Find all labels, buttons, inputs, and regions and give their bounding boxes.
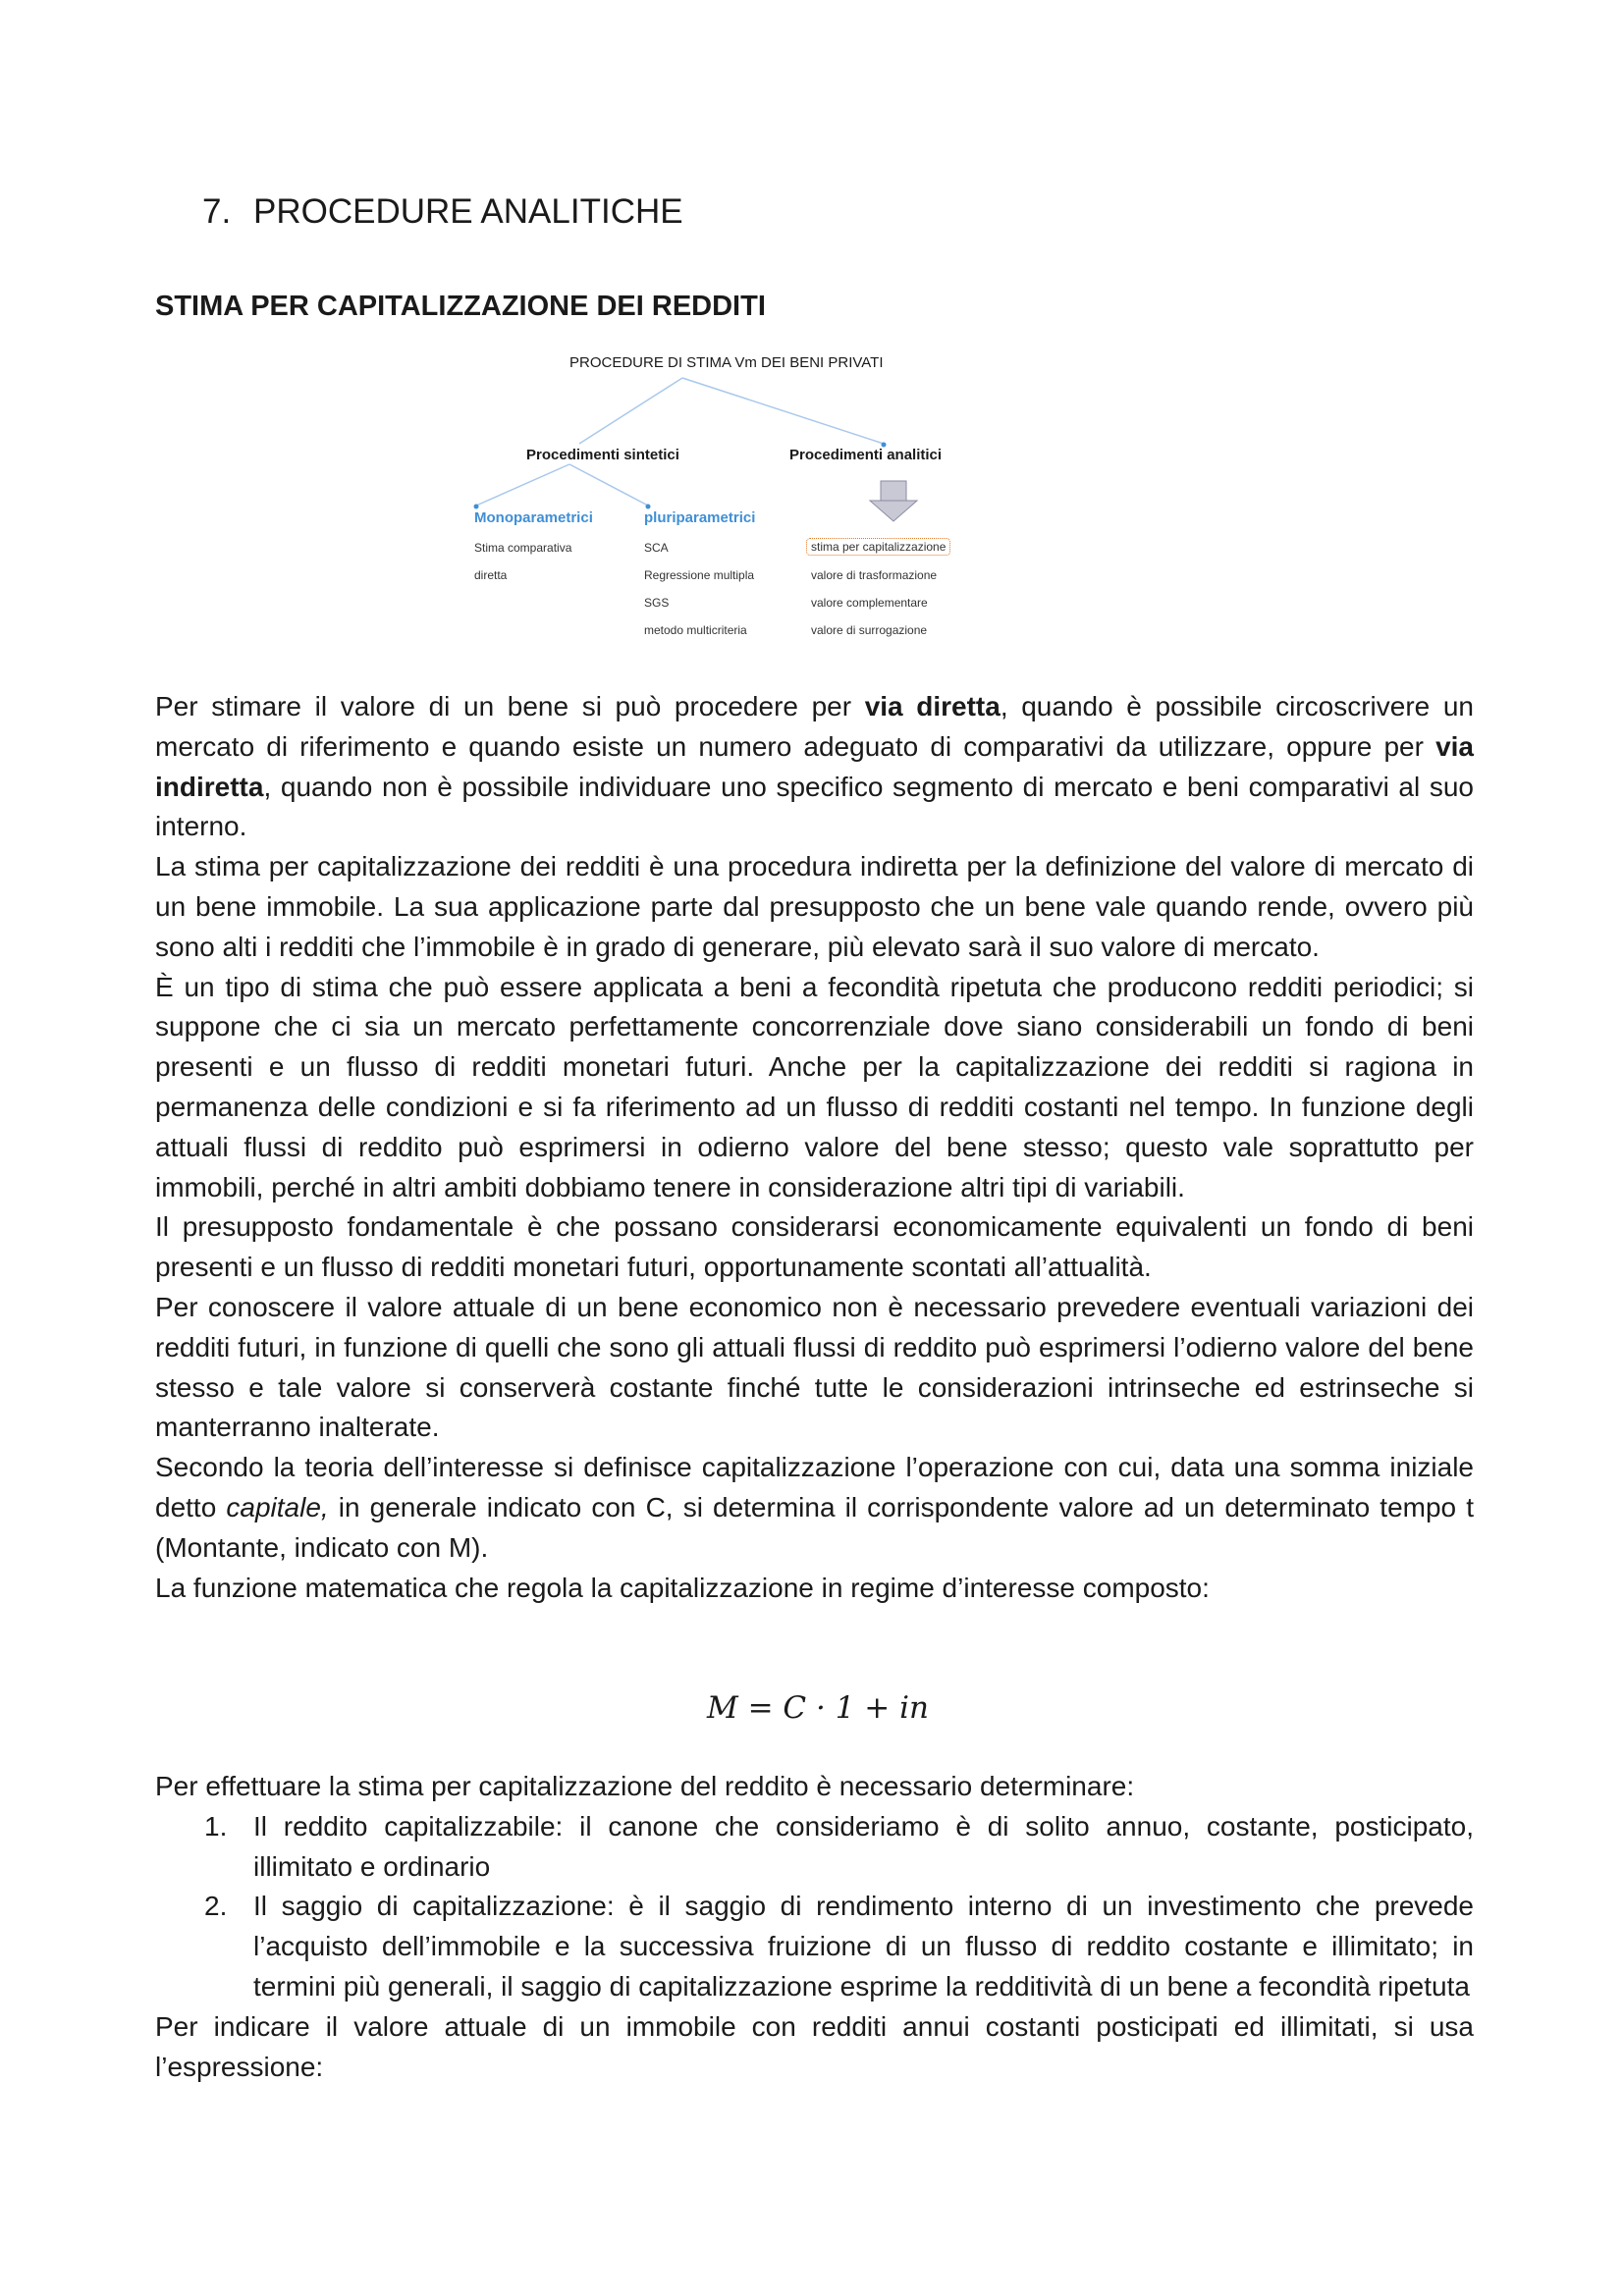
list-item	[155, 1807, 1474, 1888]
section-title: PROCEDURE ANALITICHE	[253, 192, 683, 231]
subheading: STIMA PER CAPITALIZZAZIONE DEI REDDITI	[155, 291, 766, 322]
highlighted-method: stima per capitalizzazione	[806, 538, 950, 556]
branch-sintetici: Procedimenti sintetici	[526, 447, 679, 463]
analitici-item: valore di trasformazione	[811, 568, 938, 582]
pluri-item: SGS	[644, 596, 670, 610]
text-span: Per stimare il valore di un bene si può procedere per	[155, 691, 865, 721]
section-heading	[202, 192, 683, 232]
bold-term: via diretta	[864, 691, 1001, 721]
body-text-secondary	[155, 1767, 1474, 2087]
pluri-item: metodo multicriteria	[644, 623, 747, 637]
paragraph	[155, 687, 1474, 847]
paragraph: La funzione matematica che regola la capitalizzazione in regime d’interesse composto:	[155, 1572, 1210, 1603]
arrow-down-icon	[870, 481, 917, 521]
text-span: in generale indicato con C, si determina il corrispondente valore ad un determinato tempo t (Montante, indicato con M).	[155, 1491, 1474, 1563]
section-number: 7.	[202, 192, 232, 231]
paragraph: Per conoscere il valore attuale di un bene economico non è necessario prevedere eventuali variazioni dei redditi futuri, in funzione di quelli che sono gli attuali flussi di reddito può esprimersi l’odierno valore del bene stesso e tale valore si conserverà costante finché tutte le considerazioni intrinseche ed estrinseche si manterranno inalterate.	[155, 1291, 1474, 1443]
paragraph: La stima per capitalizzazione dei redditi è una procedura indiretta per la definizione del valore di mercato di un bene immobile. La sua applicazione parte dal presupposto che un bene vale quando rende, ovvero più sono alti i redditi che l’immobile è in grado di generare, più elevato sarà il suo valore di mercato.	[155, 851, 1474, 962]
analitici-item: valore complementare	[811, 596, 928, 610]
diagram-title: PROCEDURE DI STIMA Vm DEI BENI PRIVATI	[569, 354, 884, 371]
paragraph: Il presupposto fondamentale è che possano considerarsi economicamente equivalenti un fondo di beni presenti e un flusso di redditi monetari futuri, opportunamente scontati all’attualità.	[155, 1211, 1474, 1283]
formula: M = C · 1 + in	[707, 1690, 929, 1726]
list-item	[155, 1887, 1474, 2006]
pluri-item: Regressione multipla	[644, 568, 755, 582]
pluri-item: SCA	[644, 541, 669, 555]
list-marker: 2.	[204, 1891, 228, 1922]
text-span: , quando non è possibile individuare uno specifico segmento di mercato e beni comparativi al suo interno.	[155, 771, 1474, 842]
bold-term: via indiretta	[155, 730, 1474, 802]
body-text-main	[155, 687, 1474, 1608]
italic-term: capitale,	[226, 1491, 329, 1522]
analitici-item: valore di surrogazione	[811, 623, 928, 637]
mono-item: Stima comparativa	[474, 541, 572, 555]
mono-item: diretta	[474, 568, 508, 582]
numbered-list	[155, 1807, 1474, 2007]
pluri-heading: pluriparametrici	[644, 509, 756, 526]
paragraph: È un tipo di stima che può essere applicata a beni a fecondità ripetuta che producono redditi periodici; si suppone che ci sia un mercato perfettamente concorrenziale dove siano considerabili un fondo di beni presenti e un flusso di redditi monetari futuri. Anche per la capitalizzazione dei redditi si ragiona in permanenza delle condizioni e si fa riferimento ad un flusso di redditi costanti nel tempo. In funzione degli attuali flussi di reddito può esprimersi in odierno valore del bene stesso; questo vale soprattutto per immobili, perché in altri ambiti dobbiamo tenere in considerazione altri tipi di variabili.	[155, 971, 1474, 1202]
paragraph: Per indicare il valore attuale di un immobile con redditi annui costanti posticipati ed illimitati, si usa l’espressione:	[155, 2010, 1474, 2082]
list-text: Il saggio di capitalizzazione: è il saggio di rendimento interno di un investimento che prevede l’acquisto dell’immobile e la successiva fruizione di un flusso di reddito costante e illimitato; in termini più generali, il saggio di capitalizzazione esprime la redditività di un bene a fecondità ripetuta	[253, 1891, 1474, 2002]
list-text: Il reddito capitalizzabile: il canone che consideriamo è di solito annuo, costante, posticipato, illimitato e ordinario	[253, 1810, 1474, 1882]
procedure-diagram	[452, 348, 982, 643]
text-span: , quando è possibile circoscrivere un mercato di riferimento e quando esiste un numero adeguato di comparativi da utilizzare, oppure per	[155, 691, 1474, 762]
paragraph	[155, 1448, 1474, 1568]
mono-heading: Monoparametrici	[474, 509, 593, 526]
paragraph: Per effettuare la stima per capitalizzazione del reddito è necessario determinare:	[155, 1771, 1135, 1801]
branch-analitici: Procedimenti analitici	[789, 447, 943, 463]
list-marker: 1.	[204, 1810, 228, 1842]
text-span: Secondo la teoria dell’interesse si definisce capitalizzazione l’operazione con cui, data una somma iniziale detto	[155, 1452, 1474, 1522]
